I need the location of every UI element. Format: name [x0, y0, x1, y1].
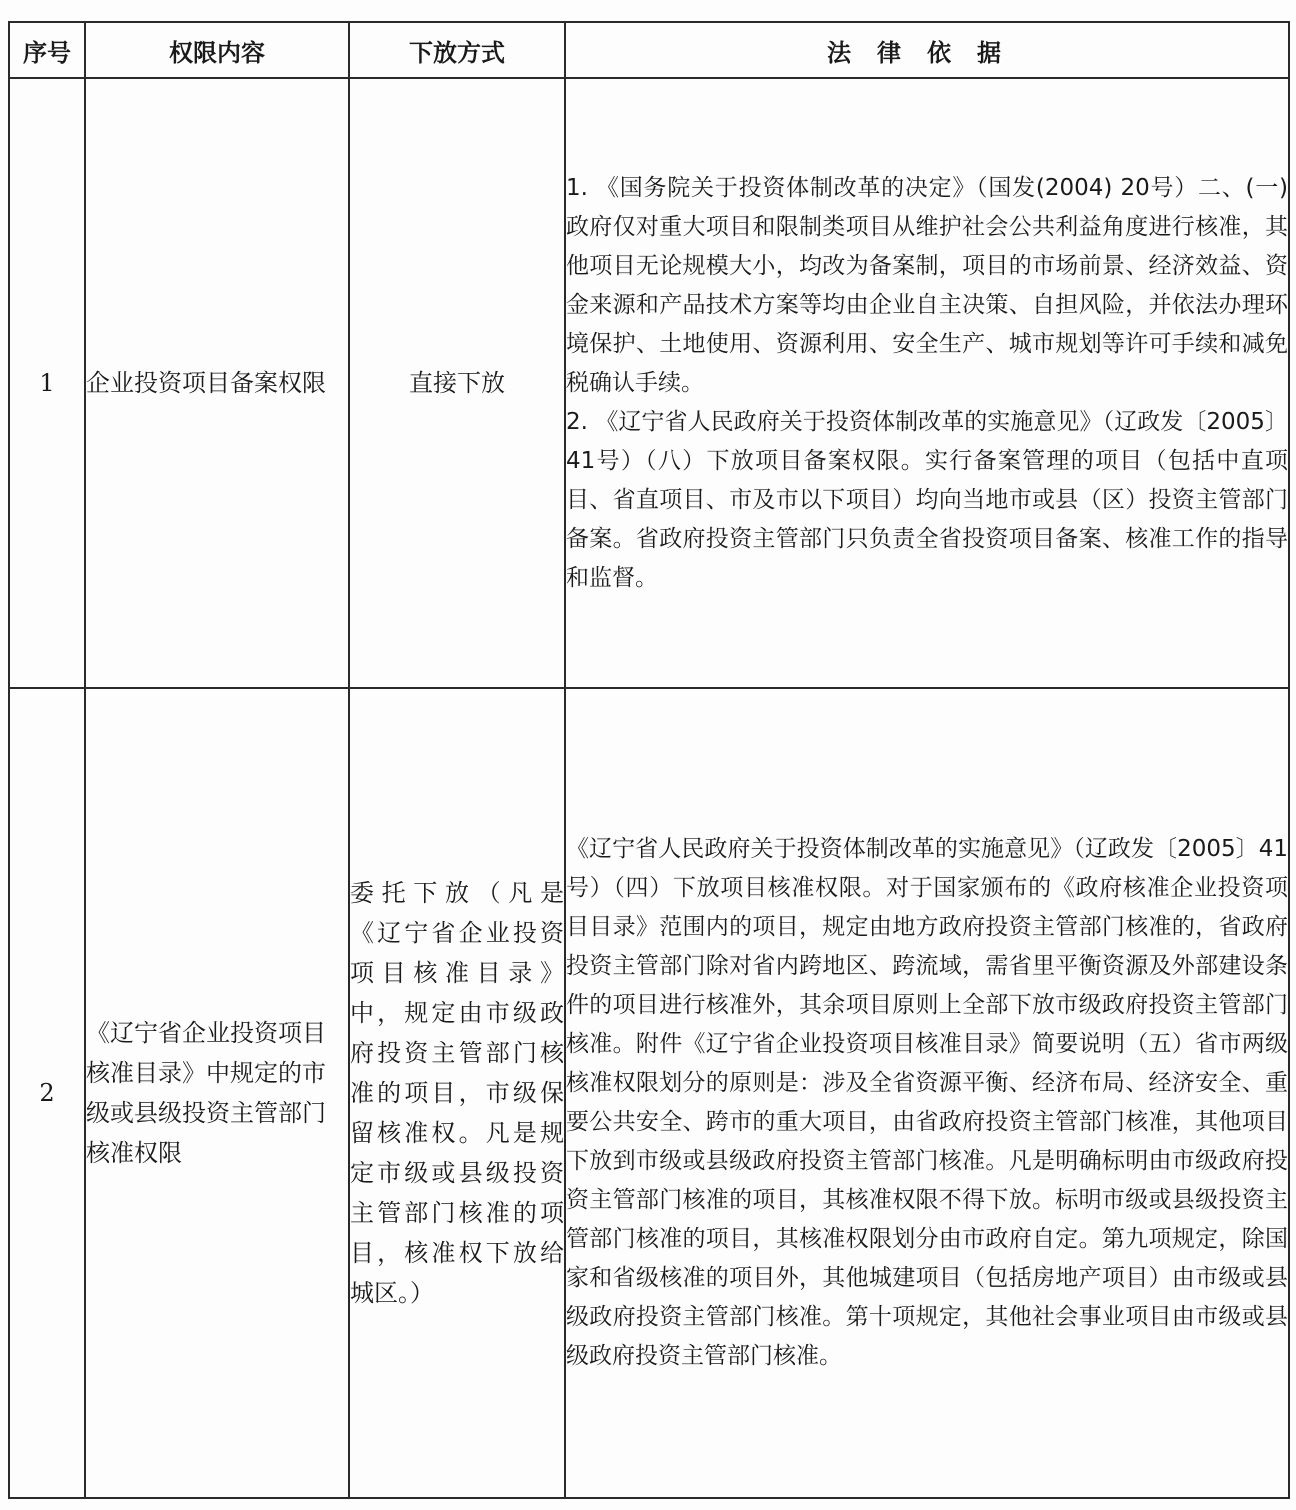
header-method: 下放方式 — [349, 22, 565, 78]
legal-basis — [565, 688, 1289, 1498]
authority-content: 企业投资项目备案权限 — [85, 78, 349, 688]
header-basis: 法律依据 — [565, 22, 1289, 78]
header-content: 权限内容 — [85, 22, 349, 78]
table-row — [9, 78, 1289, 688]
row-number: 1 — [9, 78, 85, 688]
delegation-method: 直接下放 — [349, 78, 565, 688]
legal-basis — [565, 78, 1289, 688]
row-number: 2 — [9, 688, 85, 1498]
table-header-row — [9, 22, 1289, 78]
table-row — [9, 688, 1289, 1498]
legal-basis-paragraph: 《辽宁省人民政府关于投资体制改革的实施意见》（辽政发〔2005〕41号）（四）下放项目核准权限。对于国家颁布的《政府核准企业投资项目目录》范围内的项目，规定由地方政府投资主管部门核准的，省政府投资主管部门除对省内跨地区、跨流域，需省里平衡资源及外部建设条件的项目进行核准外，其余项目原则上全部下放市级政府投资主管部门核准。附件《辽宁省企业投资项目核准目录》简要说明（五）省市两级核准权限划分的原则是：涉及全省资源平衡、经济布局、经济安全、重要公共安全、跨市的重大项目，由省政府投资主管部门核准，其他项目下放到市级或县级政府投资主管部门核准。凡是明确标明由市级政府投资主管部门核准的项目，其核准权限不得下放。标明市级或县级投资主管部门核准的项目，其核准权限划分由市政府自定。第九项规定，除国家和省级核准的项目外，其他城建项目（包括房地产项目）由市级或县级政府投资主管部门核准。第十项规定，其他社会事业项目由市级或县级政府投资主管部门核准。 — [566, 836, 1288, 1369]
legal-basis-paragraph: 2. 《辽宁省人民政府关于投资体制改革的实施意见》（辽政发〔2005〕41号）（八）下放项目备案权限。实行备案管理的项目（包括中直项目、省直项目、市及市以下项目）均向当地市或县（区）投资主管部门备案。省政府投资主管部门只负责全省投资项目备案、核准工作的指导和监督。 — [566, 408, 1288, 591]
authority-content: 《辽宁省企业投资项目核准目录》中规定的市级或县级投资主管部门核准权限 — [85, 688, 349, 1498]
authority-table — [8, 21, 1290, 1499]
header-no: 序号 — [9, 22, 85, 78]
delegation-method: 委托下放（凡是《辽宁省企业投资项目核准目录》中，规定由市级政府投资主管部门核准的项目，市级保留核准权。凡是规定市级或县级投资主管部门核准的项目，核准权下放给城区。） — [349, 688, 565, 1498]
legal-basis-paragraph: 1. 《国务院关于投资体制改革的决定》（国发(2004) 20号）二、(一) 政府仅对重大项目和限制类项目从维护社会公共利益角度进行核准，其他项目无论规模大小，均改为备案制，项目的市场前景、经济效益、资金来源和产品技术方案等均由企业自主决策、自担风险，并依法办理环境保护、土地使用、资源利用、安全生产、城市规划等许可手续和减免税确认手续。 — [566, 174, 1288, 396]
